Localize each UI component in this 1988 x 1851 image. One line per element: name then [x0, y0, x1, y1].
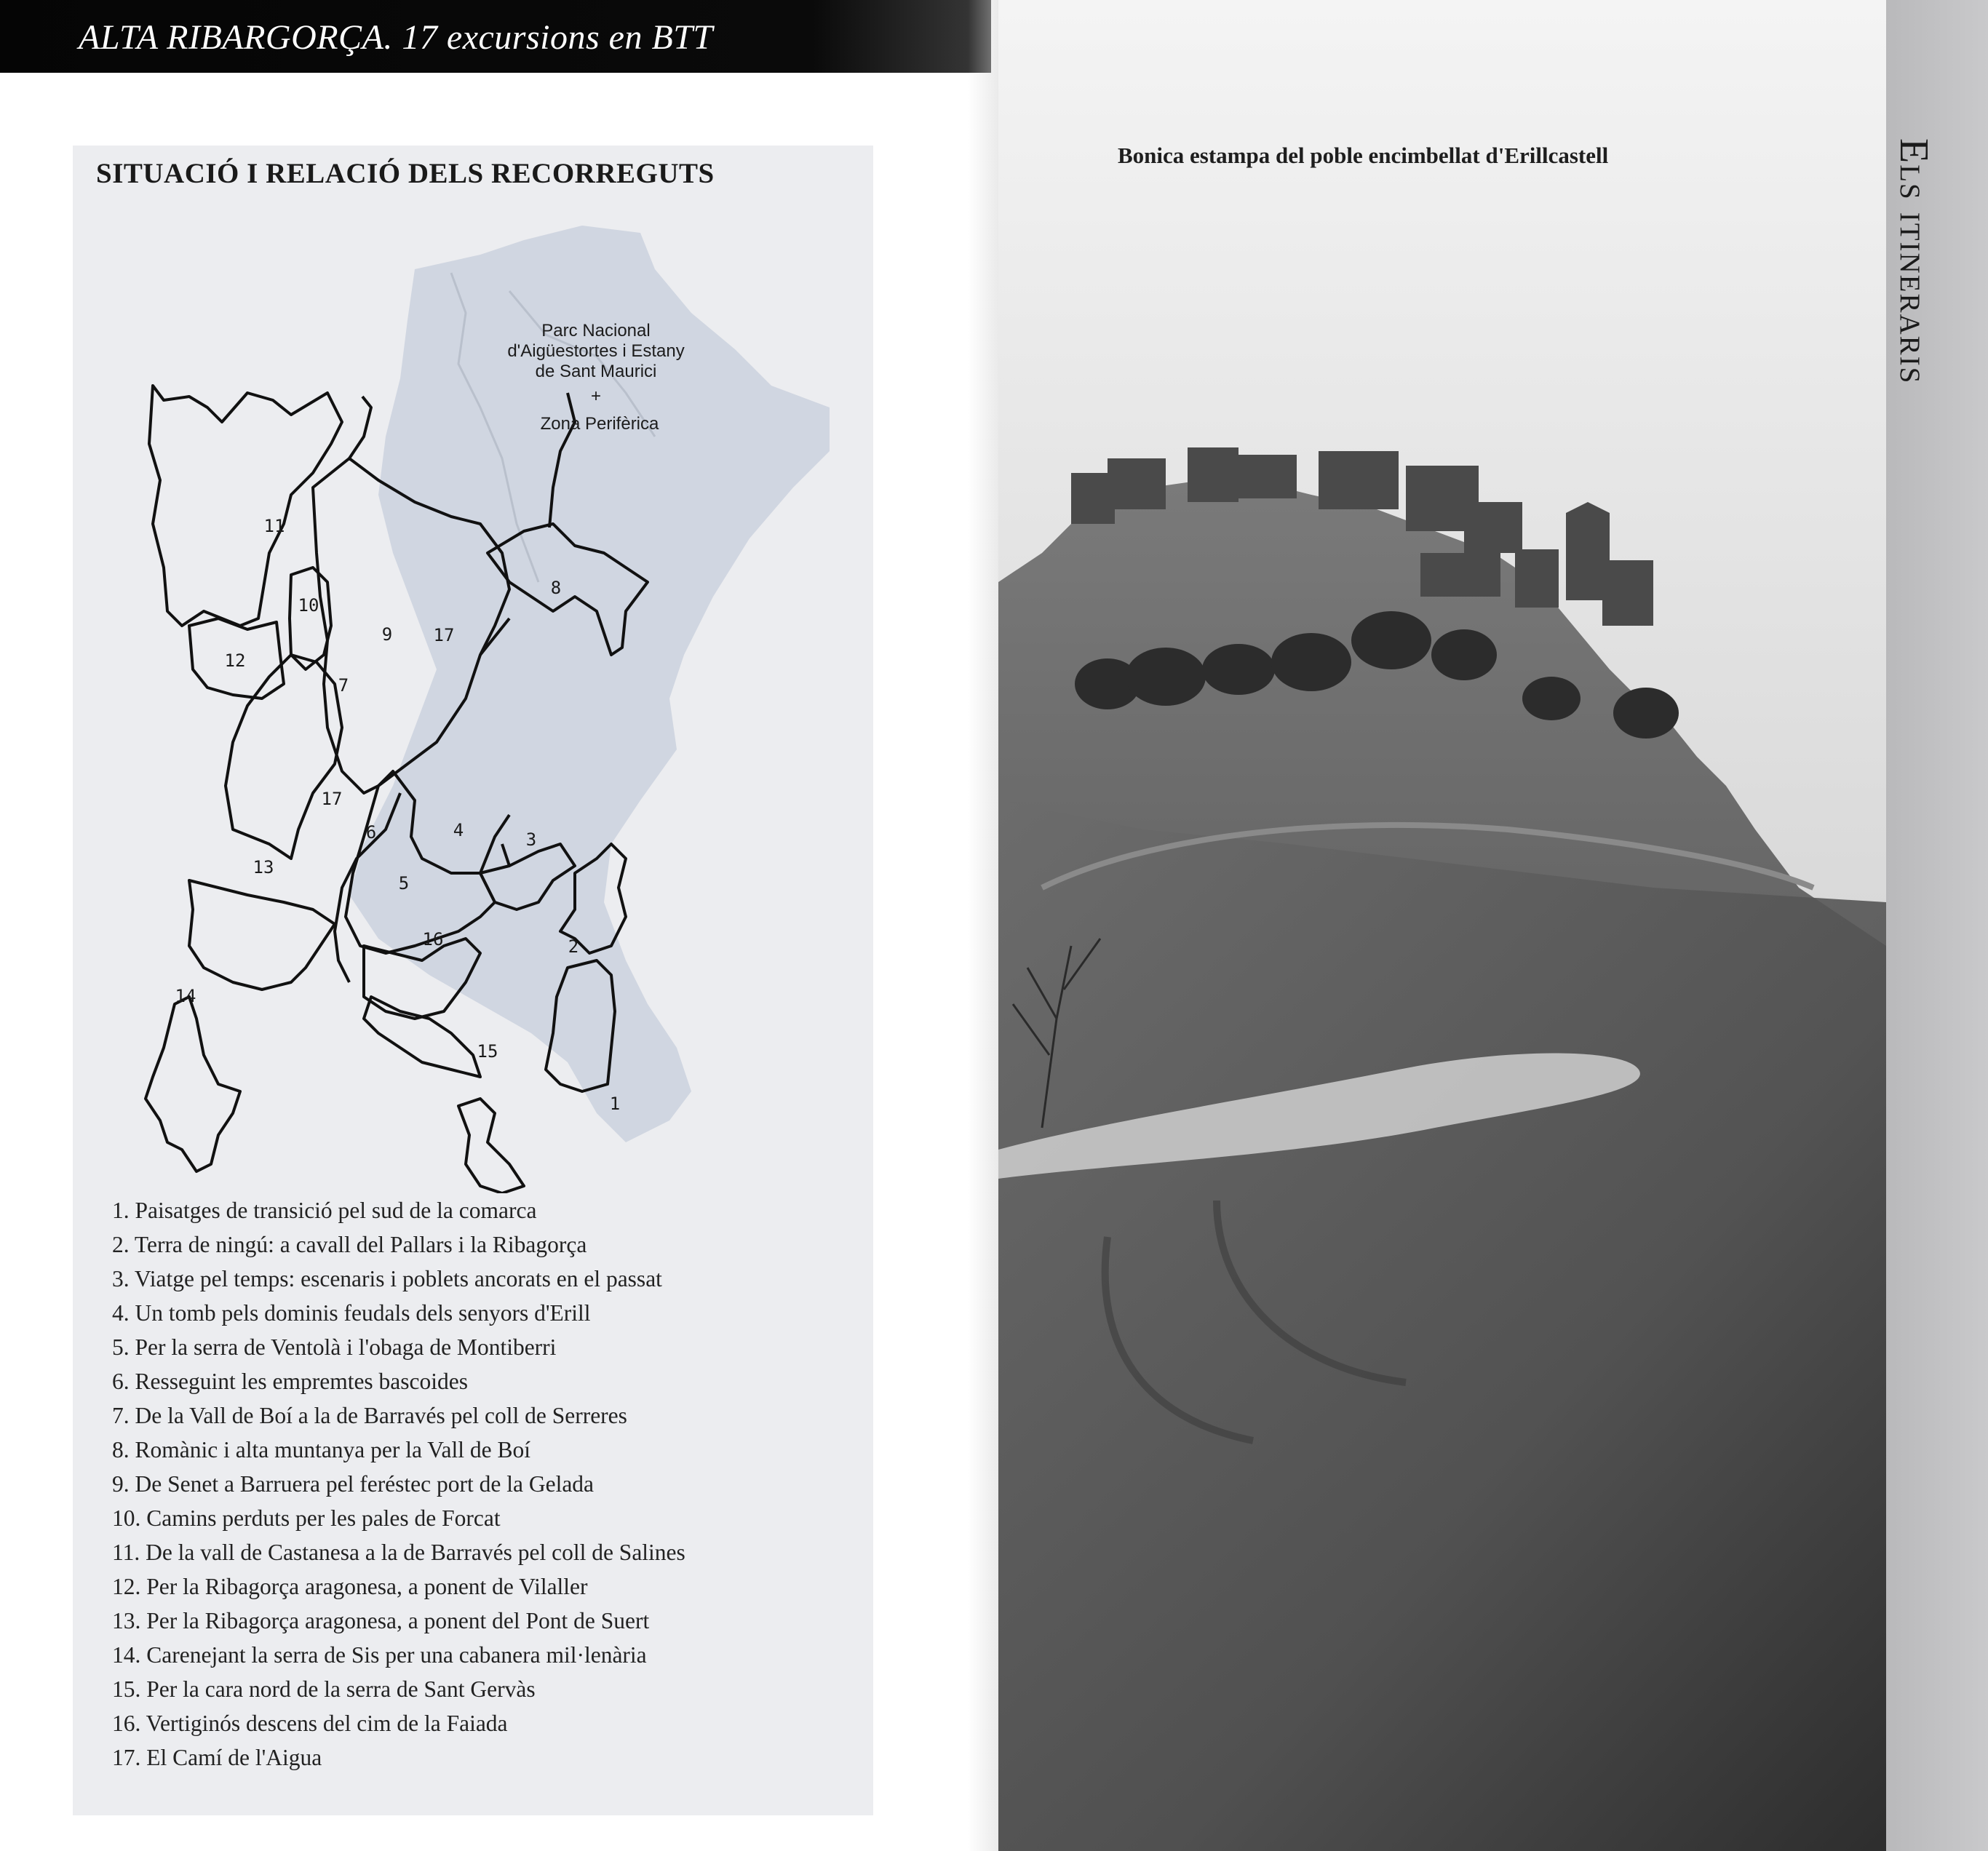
section-side-tab — [1886, 0, 1988, 1851]
right-page — [998, 0, 1988, 1851]
park-label-line3: de Sant Maurici — [535, 362, 657, 381]
route-number-label: 14 — [175, 986, 196, 1006]
route-item: 5. Per la serra de Ventolà i l'obaga de Montiberri — [112, 1334, 557, 1360]
route-number-label: 16 — [422, 929, 444, 950]
route-item: 3. Viatge pel temps: escenaris i poblets ancorats en el passat — [112, 1266, 662, 1291]
route-item: 13. Per la Ribagorça aragonesa, a ponent del Pont de Suert — [112, 1608, 650, 1633]
route-number-label: 8 — [550, 578, 562, 598]
header-bar — [0, 0, 991, 73]
route-number-label: 13 — [253, 857, 274, 877]
route-number-label: 6 — [365, 822, 377, 843]
route-item: 17. El Camí de l'Aigua — [112, 1745, 322, 1770]
left-page — [0, 0, 991, 1851]
route-outline-13 — [189, 880, 335, 990]
route-item: 7. De la Vall de Boí a la de Barravés pel coll de Serreres — [112, 1403, 627, 1428]
park-label-line2: d'Aigüestortes i Estany — [507, 341, 685, 361]
route-item: 8. Romànic i alta muntanya per la Vall de Boí — [112, 1437, 531, 1462]
photo-caption: Bonica estampa del poble encimbellat d'Erillcastell — [1118, 143, 1609, 168]
route-number-label: 11 — [263, 516, 285, 536]
park-label-line1: Parc Nacional — [541, 321, 651, 341]
route-number-label: 7 — [338, 675, 349, 696]
route-number-label: 9 — [381, 624, 393, 645]
route-item: 6. Resseguint les empremtes bascoides — [112, 1369, 469, 1394]
park-label-plus: + — [590, 386, 602, 406]
meadow — [998, 800, 1886, 1851]
route-item: 11. De la vall de Castanesa a la de Barravés pel coll de Salines — [112, 1540, 685, 1565]
route-number-label: 5 — [398, 873, 410, 893]
route-number-label: 3 — [525, 829, 537, 850]
section-side-tab-label: Els itineraris — [1891, 138, 1936, 385]
route-number-label: 17 — [433, 625, 455, 645]
route-list — [112, 1193, 685, 1775]
route-number-label: 2 — [568, 936, 579, 957]
route-item: 15. Per la cara nord de la serra de Sant Gervàs — [112, 1676, 536, 1702]
route-item: 2. Terra de ningú: a cavall del Pallars i la Ribagorça — [112, 1232, 587, 1257]
route-item: 9. De Senet a Barruera pel feréstec port de la Gelada — [112, 1471, 595, 1497]
route-outline-15 — [458, 1099, 524, 1193]
landscape-photo — [998, 0, 1886, 1851]
route-number-label: 17 — [321, 789, 343, 809]
route-item: 10. Camins perduts per les pales de Forcat — [112, 1505, 501, 1531]
route-number-label: 1 — [609, 1094, 621, 1114]
map-panel — [73, 146, 873, 1815]
route-number-label: 12 — [224, 650, 246, 671]
route-number-label: 4 — [453, 820, 464, 840]
park-label-line4: Zona Perifèrica — [540, 414, 659, 434]
map-section-title: SITUACIÓ I RELACIÓ DELS RECORREGUTS — [96, 158, 715, 189]
route-item: 14. Carenejant la serra de Sis per una cabanera mil·lenària — [112, 1642, 647, 1668]
route-outline-14 — [146, 997, 240, 1171]
route-item: 4. Un tomb pels dominis feudals dels senyors d'Erill — [112, 1300, 591, 1326]
route-item: 16. Vertiginós descens del cim de la Faiada — [112, 1711, 508, 1736]
route-number-label: 15 — [477, 1041, 498, 1062]
book-title: ALTA RIBARGORÇA. 17 excursions en BTT — [79, 18, 713, 57]
route-item: 1. Paisatges de transició pel sud de la comarca — [112, 1198, 537, 1223]
route-map — [73, 146, 873, 1193]
route-number-label: 10 — [298, 595, 319, 616]
route-item: 12. Per la Ribagorça aragonesa, a ponent de Vilaller — [112, 1574, 588, 1599]
